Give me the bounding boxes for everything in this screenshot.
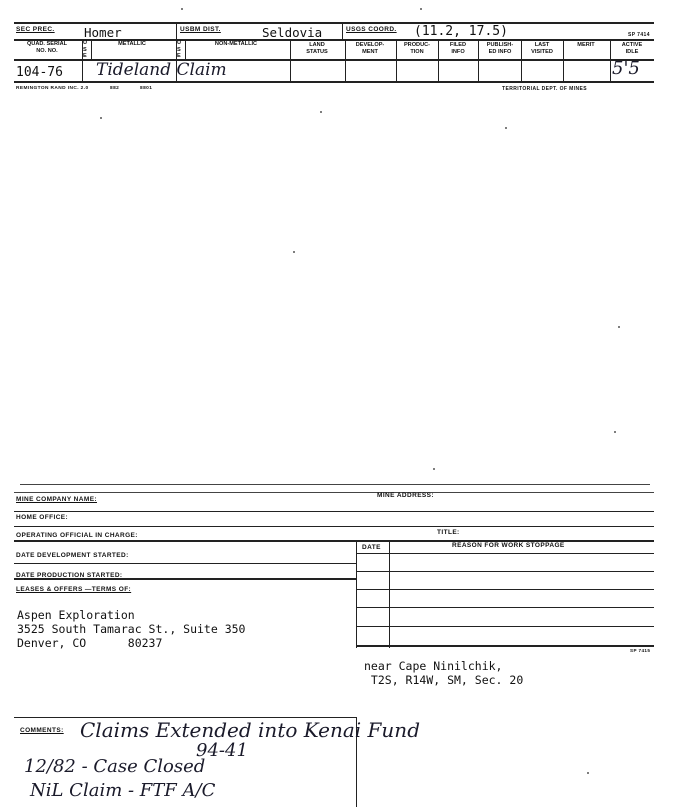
comment-line-4: NiL Claim - FTF A/C (30, 780, 216, 801)
lessee-name: Aspen Exploration (17, 608, 135, 622)
mine-address-label: MINE ADDRESS: (377, 492, 434, 499)
location-line-1: near Cape Ninilchik, (364, 659, 503, 673)
col-last-visited: LAST VISITED (531, 42, 553, 55)
comment-line-3: 12/82 - Case Closed (24, 756, 206, 777)
imprint-code-2: 8801 (140, 86, 153, 91)
col-use-nonmetallic: U S E (177, 40, 182, 59)
mine-company-name-label: MINE COMPANY NAME: (16, 496, 97, 503)
col-non-metallic: NON-METALLIC (214, 41, 258, 47)
date-production-label: DATE PRODUCTION STARTED: (16, 572, 123, 579)
col-published-info: PUBLISH- ED INFO (486, 42, 514, 55)
scan-speck (320, 111, 322, 113)
leases-label: LEASES & OFFERS —TERMS OF: (16, 586, 132, 593)
comment-line-1: Claims Extended into Kenai Fund (80, 718, 420, 742)
sec-prec-label: SEC PREC. (16, 26, 55, 33)
usgs-coord-label: USGS COORD. (346, 26, 397, 33)
scan-speck (181, 8, 183, 10)
imprint-code-1: 882 (110, 86, 120, 91)
scan-speck (293, 251, 295, 253)
usgs-coord-value: (11.2, 17.5) (414, 24, 508, 39)
usbm-dist-value: Seldovia (262, 25, 323, 40)
stoppage-reason-label: REASON FOR WORK STOPPAGE (452, 542, 565, 549)
col-use-metallic: U S E (83, 40, 88, 59)
stoppage-date-label: DATE (362, 544, 381, 551)
home-office-label: HOME OFFICE: (16, 514, 69, 521)
form-number: SP 7414 (628, 32, 650, 38)
operating-official-label: OPERATING OFFICIAL IN CHARGE: (16, 532, 138, 539)
scan-speck (433, 468, 435, 470)
scan-speck (505, 127, 507, 129)
comments-label: COMMENTS: (20, 727, 64, 734)
col-quad-serial: QUAD. SERIAL NO. NO. (26, 41, 68, 54)
scan-speck (100, 117, 102, 119)
location-line-2: T2S, R14W, SM, Sec. 20 (364, 673, 524, 687)
metallic-handwritten: Tideland Claim (96, 60, 227, 80)
active-idle-mark: 5'5 (612, 58, 640, 79)
col-filed-info: FILED INFO (449, 42, 467, 55)
title-label: TITLE: (437, 529, 460, 536)
col-active-idle: ACTIVE IDLE (621, 42, 643, 55)
scan-speck (587, 772, 589, 774)
form-number-2: SP 7415 (630, 648, 651, 653)
comment-line-2: 94-41 (196, 740, 248, 761)
printer-imprint: REMINGTON RAND INC. 2.0 (16, 86, 89, 91)
sec-prec-value: Homer (84, 25, 122, 40)
col-land-status: LAND STATUS (306, 42, 328, 55)
agency-imprint: TERRITORIAL DEPT. OF MINES (502, 86, 587, 92)
col-production: PRODUC- TION (403, 42, 431, 55)
quad-serial-value: 104-76 (16, 65, 63, 80)
col-metallic: METALLIC (118, 41, 146, 47)
lessee-street: 3525 South Tamarac St., Suite 350 (17, 622, 246, 636)
lessee-city: Denver, CO 80237 (17, 636, 163, 650)
scan-speck (618, 326, 620, 328)
scan-speck (420, 8, 422, 10)
col-merit: MERIT (577, 42, 595, 48)
col-development: DEVELOP- MENT (355, 42, 385, 55)
usbm-dist-label: USBM DIST. (180, 26, 221, 33)
date-development-label: DATE DEVELOPMENT STARTED: (16, 552, 129, 559)
scan-speck (614, 431, 616, 433)
